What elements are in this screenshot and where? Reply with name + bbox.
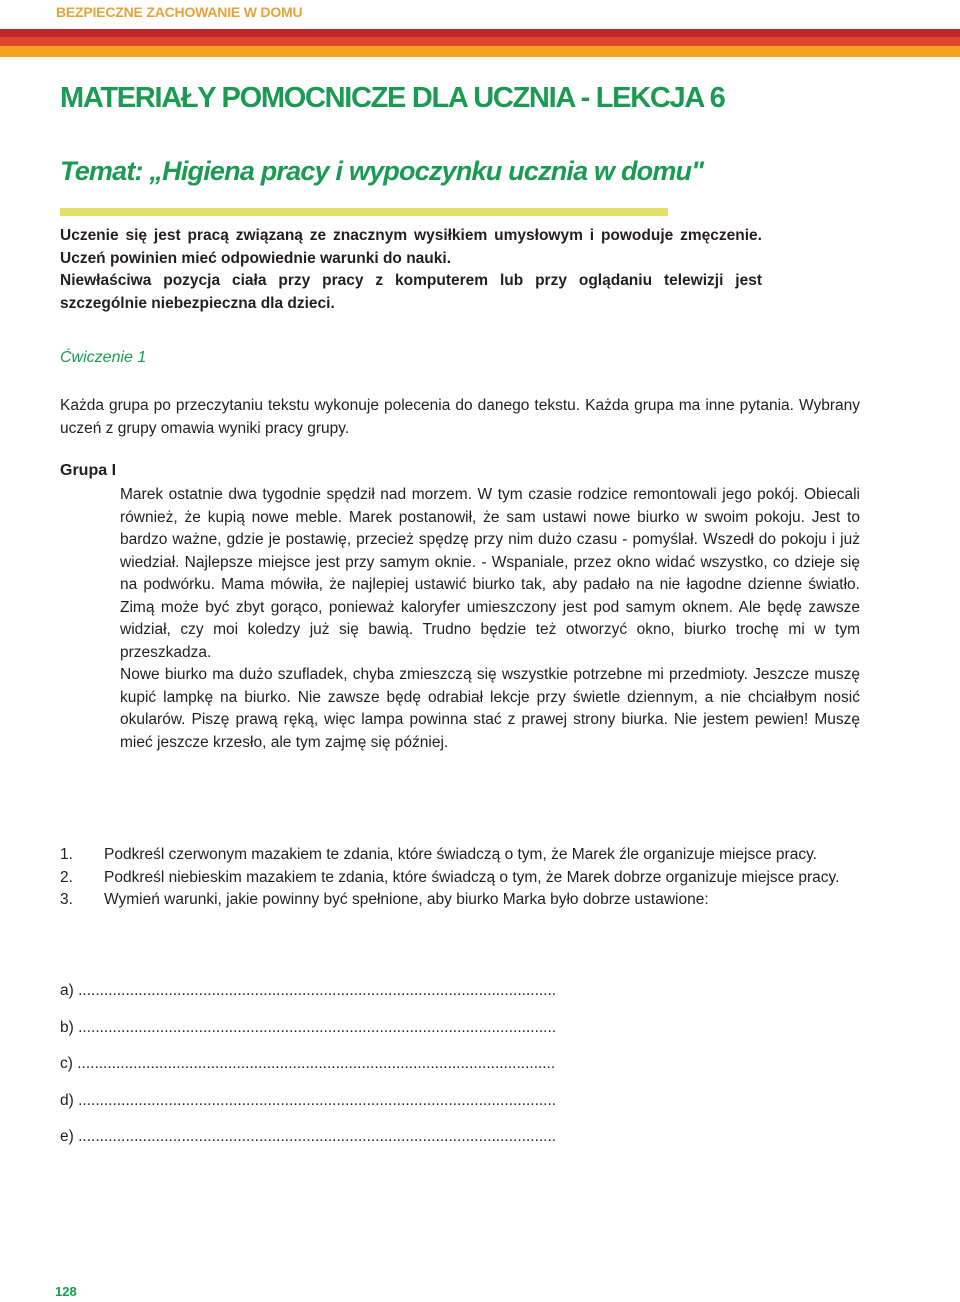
group-label: Grupa I [60,462,117,479]
task-text: Podkreśl niebieskim mazakiem te zdania, które świadczą o tym, że Marek dobrze organizuje miejsce pracy. [104,868,840,886]
task-number: 1. [60,846,73,863]
task-item [60,844,860,867]
answer-line-d[interactable]: d) ............................................................................................................... [60,1091,557,1109]
title-underline-bar [60,208,668,216]
story-paragraph: Nowe biurko ma dużo szufladek, chyba zmieszczą się wszystkie potrzebne mi przedmioty. Jeszcze muszę kupić lampkę na biurko. Nie zawsze będę odrabiał lekcje przy świetle dziennym, a nie chciałbym nosić okularów. Piszę prawą ręką, więc lampa powinna stać z prawej strony biurka. Nie jestem pewien! Muszę mieć jeszcze krzesło, ale tym zajmę się później. [120,666,860,751]
running-header: BEZPIECZNE ZACHOWANIE W DOMU [56,4,303,20]
exercise-instructions: Każda grupa po przeczytaniu tekstu wykonuje polecenia do danego tekstu. Każda grupa ma inne pytania. Wybrany uczeń z grupy omawia wyniki pracy grupy. [60,397,860,437]
lesson-topic: Temat: „Higiena pracy i wypoczynku ucznia w domu" [60,156,704,186]
header-stripe-orange-red [0,37,960,46]
task-item [60,867,860,890]
answer-line-a[interactable]: a) ............................................................................................................... [60,982,557,999]
story-text [120,484,860,754]
task-text: Podkreśl czerwonym mazakiem te zdania, które świadczą o tym, że Marek źle organizuje miejsce pracy. [104,846,817,863]
answer-line-b[interactable]: b) ............................................................................................................... [60,1018,557,1036]
exercise-heading: Ćwiczenie 1 [60,349,147,366]
task-list [60,844,860,912]
page-title: MATERIAŁY POMOCNICZE DLA UCZNIA - LEKCJA 6 [60,82,725,114]
header-stripe-orange [0,46,960,57]
task-text: Wymień warunki, jakie powinny być spełnione, aby biurko Marka było dobrze ustawione: [104,891,709,908]
task-number: 3. [60,891,73,908]
intro-text [60,225,762,315]
header-stripe-red [0,29,960,37]
intro-paragraph: Uczenie się jest pracą związaną ze znacznym wysiłkiem umysłowym i powoduje zmęczenie. Uczeń powinien mieć odpowiednie warunki do nauki. [60,227,762,267]
answer-line-c[interactable]: c) ............................................................................................................... [60,1055,556,1072]
story-paragraph: Marek ostatnie dwa tygodnie spędził nad morzem. W tym czasie rodzice remontowali jego pokój. Obiecali również, że kupią nowe meble. Marek postanowił, że sam ustawi nowe biurko w swoim pokoju. Jest to bardzo ważne, gdzie je postawię, przecież spędzę przy nim dużo czasu - pomyślał. Wszedł do pokoju i już wiedział. Najlepsze miejsce jest przy samym oknie. - Wspaniale, przez okno widać wszystko, co dzieje się na podwórku. Mama mówiła, że najlepiej ustawić biurko tak, aby padało na nie łagodne dzienne światło. Zimą może być zbyt gorąco, ponieważ kaloryfer umieszczony jest pod samym oknem. Ale będę zawsze widział, czy moi koledzy już się bawią. Trudno będzie też otworzyć okno, biurko trochę mi w tym przeszkadza. [120,486,860,661]
task-number: 2. [60,868,73,886]
answer-lines [60,980,556,1163]
task-item [60,889,860,912]
page-number: 128 [55,1284,77,1299]
answer-line-e[interactable]: e) ............................................................................................................... [60,1128,557,1145]
intro-paragraph: Niewłaściwa pozycja ciała przy pracy z komputerem lub przy oglądaniu telewizji jest szczególnie niebezpieczna dla dzieci. [60,272,762,312]
